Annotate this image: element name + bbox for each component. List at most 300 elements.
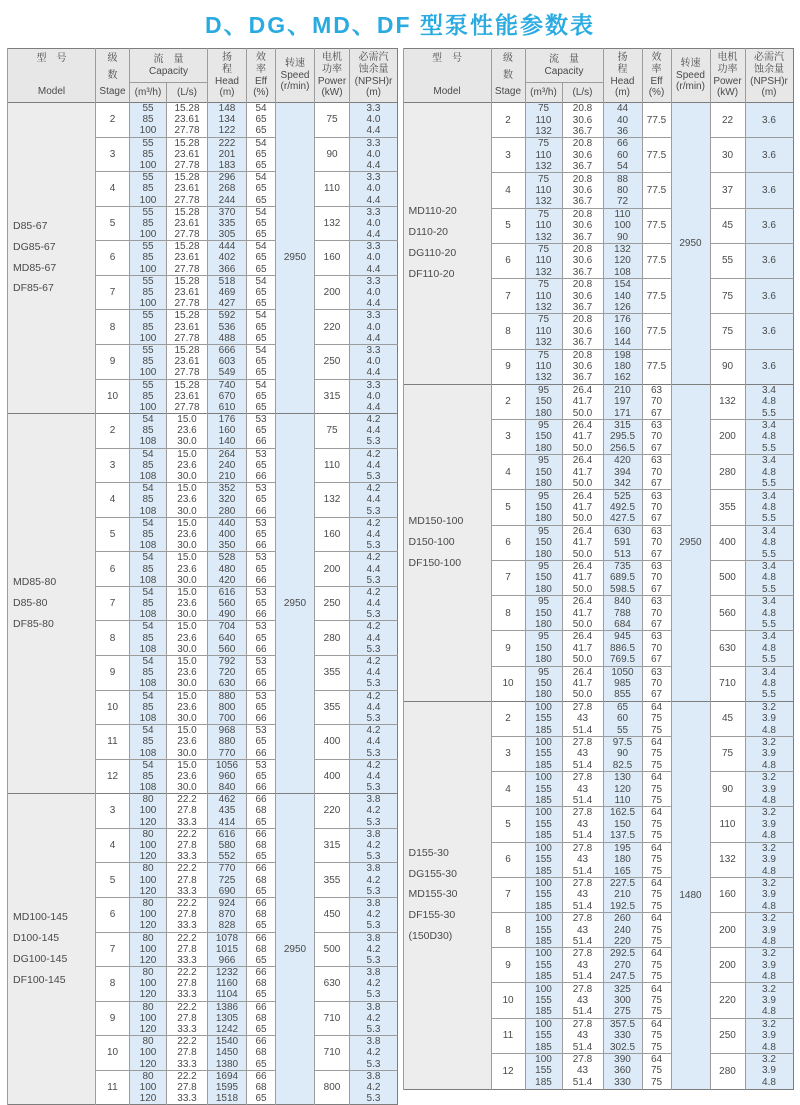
model-cell (8, 103, 96, 414)
capacity-m3h-cell: 180 (525, 654, 562, 666)
capacity-m3h-cell: 180 (525, 619, 562, 631)
head-cell: 97.5 (603, 736, 642, 748)
capacity-m3h-cell: 150 (525, 678, 562, 689)
capacity-ls-cell: 41.7 (562, 572, 603, 583)
power-cell: 90 (710, 772, 745, 807)
npsh-cell: 3.4 (745, 596, 793, 608)
power-cell: 710 (315, 1001, 350, 1036)
head-cell: 197 (603, 396, 642, 407)
pump-table-left-wrap (7, 48, 398, 1105)
capacity-header (130, 49, 208, 83)
capacity-ls-cell: 27.78 (167, 229, 208, 241)
pump-table-right (403, 48, 794, 1090)
capacity-ls-cell: 30.0 (167, 678, 208, 690)
eff-cell: 53 (247, 690, 276, 702)
capacity-m3h-cell: 95 (525, 631, 562, 643)
power-cell: 500 (710, 560, 745, 595)
capacity-m3h-cell: 100 (130, 264, 167, 276)
npsh-cell: 3.9 (745, 784, 793, 795)
npsh-cell: 5.3 (350, 575, 398, 587)
stage-cell: 4 (491, 173, 525, 208)
power-header (710, 49, 745, 103)
head-cell: 90 (603, 748, 642, 759)
capacity-ls-cell: 27.8 (167, 944, 208, 955)
head-cell: 295.5 (603, 431, 642, 442)
head-cell: 357.5 (603, 1018, 642, 1030)
eff-cell: 75 (642, 995, 671, 1006)
capacity-m3h-cell: 95 (525, 596, 562, 608)
capacity-m3h-cell: 108 (130, 644, 167, 656)
capacity-ls-cell: 27.8 (562, 1053, 603, 1065)
npsh-cell: 4.4 (350, 160, 398, 172)
power-cell: 132 (710, 842, 745, 877)
model-name: DF110-20 (408, 267, 455, 280)
speed-cell: 2950 (276, 103, 315, 414)
capacity-m3h-cell: 185 (525, 830, 562, 842)
stage-cell: 9 (491, 948, 525, 983)
capacity-m3h-cell: 85 (130, 633, 167, 644)
stage-cell: 7 (96, 275, 130, 310)
head-cell: 350 (208, 540, 247, 552)
model-name: (150D30) (408, 929, 453, 942)
npsh-cell: 4.0 (350, 356, 398, 367)
capacity-ls-cell: 15.0 (167, 414, 208, 426)
model-name: MD150-100 (408, 515, 464, 528)
npsh-cell: 3.9 (745, 713, 793, 724)
head-cell: 201 (208, 149, 247, 160)
capacity-ls-cell: 15.0 (167, 621, 208, 633)
npsh-cell: 5.3 (350, 782, 398, 794)
capacity-m3h-cell: 100 (130, 1047, 167, 1058)
capacity-ls-cell: 43 (562, 713, 603, 724)
head-cell: 54 (603, 161, 642, 173)
npsh-cell: 5.3 (350, 1093, 398, 1105)
eff-cell: 64 (642, 1018, 671, 1030)
head-cell: 769.5 (603, 654, 642, 666)
head-cell: 800 (208, 702, 247, 713)
npsh-cell: 4.2 (350, 586, 398, 598)
eff-cell: 66 (247, 782, 276, 794)
capacity-ls-cell: 23.6 (167, 564, 208, 575)
capacity-m3h-cell: 100 (130, 978, 167, 989)
capacity-ls-cell: 50.0 (562, 584, 603, 596)
capacity-ls-cell: 15.0 (167, 725, 208, 737)
eff-header (642, 49, 671, 103)
capacity-m3h-cell: 155 (525, 889, 562, 900)
capacity-ls-cell: 27.8 (562, 736, 603, 748)
capacity-ls-cell: 23.61 (167, 218, 208, 229)
npsh-cell: 4.2 (350, 725, 398, 737)
model-name: DF155-30 (408, 909, 456, 922)
eff-cell: 65 (247, 183, 276, 194)
capacity-m3h-cell: 100 (130, 1082, 167, 1093)
npsh-header (745, 49, 793, 103)
eff-cell: 65 (247, 402, 276, 414)
eff-cell: 63 (642, 384, 671, 396)
capacity-m3h-cell: 75 (525, 349, 562, 361)
npsh-cell: 4.8 (745, 795, 793, 807)
capacity-ls-cell: 26.4 (562, 525, 603, 537)
power-cell: 250 (315, 344, 350, 379)
capacity-ls-cell: 30.0 (167, 644, 208, 656)
npsh-cell: 5.5 (745, 548, 793, 560)
capacity-ls-cell: 20.8 (562, 208, 603, 220)
stage-cell: 2 (96, 103, 130, 138)
capacity-m3h-cell: 100 (130, 875, 167, 886)
model-name: DF100-145 (13, 973, 66, 986)
capacity-ls-cell: 43 (562, 889, 603, 900)
capacity-ls-cell: 27.8 (562, 1018, 603, 1030)
model-cell (8, 414, 96, 794)
eff-cell: 68 (247, 978, 276, 989)
capacity-m3h-cell: 108 (130, 678, 167, 690)
head-cell: 144 (603, 337, 642, 349)
npsh-cell: 4.8 (745, 865, 793, 877)
npsh-cell: 5.3 (350, 609, 398, 621)
power-cell: 75 (710, 279, 745, 314)
head-cell: 137.5 (603, 830, 642, 842)
npsh-cell: 5.3 (350, 540, 398, 552)
stage-cell: 6 (491, 243, 525, 278)
eff-cell: 77.5 (642, 314, 671, 349)
capacity-ls-cell: 23.6 (167, 667, 208, 678)
capacity-ls-cell: 26.4 (562, 419, 603, 431)
npsh-cell: 4.4 (350, 564, 398, 575)
capacity-m3h-cell: 132 (525, 126, 562, 138)
capacity-m3h-cell: 132 (525, 337, 562, 349)
power-cell: 250 (710, 1018, 745, 1053)
capacity-m3h-cell: 150 (525, 537, 562, 548)
capacity-ls-cell: 26.4 (562, 631, 603, 643)
npsh-cell: 4.2 (350, 875, 398, 886)
npsh-cell: 4.2 (350, 1047, 398, 1058)
model-cell (403, 384, 491, 701)
npsh-cell: 3.6 (745, 138, 793, 173)
power-cell: 200 (710, 419, 745, 454)
npsh-cell: 5.5 (745, 619, 793, 631)
power-cell: 45 (710, 208, 745, 243)
eff-cell: 65 (247, 460, 276, 471)
head-cell: 402 (208, 252, 247, 263)
capacity-m3h-cell: 155 (525, 924, 562, 935)
capacity-m3h-cell: 80 (130, 932, 167, 944)
head-cell: 1386 (208, 1001, 247, 1013)
head-cell: 689.5 (603, 572, 642, 583)
head-cell: 592 (208, 310, 247, 322)
capacity-m3h-cell: 80 (130, 794, 167, 806)
eff-cell: 65 (247, 633, 276, 644)
npsh-cell: 4.4 (350, 771, 398, 782)
capacity-ls-cell: 26.4 (562, 560, 603, 572)
head-cell: 603 (208, 356, 247, 367)
head-cell: 222 (208, 137, 247, 149)
eff-cell: 67 (642, 478, 671, 490)
eff-cell: 75 (642, 1042, 671, 1054)
stage-cell: 2 (491, 103, 525, 138)
capacity-ls-cell: 15.0 (167, 759, 208, 771)
capacity-m3h-cell: 132 (525, 231, 562, 243)
head-cell: 300 (603, 995, 642, 1006)
stage-cell: 4 (96, 828, 130, 863)
eff-cell: 65 (247, 218, 276, 229)
eff-cell: 67 (642, 654, 671, 666)
eff-cell: 70 (642, 537, 671, 548)
head-cell: 700 (208, 713, 247, 725)
eff-cell: 75 (642, 795, 671, 807)
capacity-m3h-cell: 108 (130, 540, 167, 552)
stage-cell: 12 (96, 759, 130, 794)
npsh-cell: 3.9 (745, 748, 793, 759)
npsh-cell: 3.8 (350, 828, 398, 840)
capacity-ls-cell: 30.6 (562, 255, 603, 266)
eff-cell: 65 (247, 1059, 276, 1071)
eff-cell: 75 (642, 1077, 671, 1090)
model-name: DF85-67 (13, 282, 54, 295)
eff-cell: 64 (642, 842, 671, 854)
capacity-m3h-cell: 100 (130, 125, 167, 137)
head-cell: 1160 (208, 978, 247, 989)
eff-cell: 65 (247, 149, 276, 160)
capacity-m3h-cell: 95 (525, 455, 562, 467)
npsh-cell: 5.5 (745, 443, 793, 455)
pump-table-right-wrap (403, 48, 794, 1090)
eff-cell: 67 (642, 584, 671, 596)
capacity-m3h-cell: 54 (130, 414, 167, 426)
capacity-ls-cell: 22.2 (167, 1036, 208, 1048)
head-cell: 330 (603, 1077, 642, 1090)
stage-cell: 6 (491, 525, 525, 560)
capacity-ls-cell: 30.0 (167, 436, 208, 448)
capacity-ls-cell: 20.8 (562, 279, 603, 291)
eff-cell: 68 (247, 944, 276, 955)
eff-cell: 65 (247, 529, 276, 540)
capacity-m3h-cell: 54 (130, 517, 167, 529)
capacity-ls-cell: 43 (562, 924, 603, 935)
capacity-ls-cell: 15.28 (167, 241, 208, 253)
power-cell: 400 (315, 759, 350, 794)
power-cell: 132 (315, 206, 350, 241)
npsh-cell: 3.4 (745, 419, 793, 431)
speed-header (276, 49, 315, 103)
capacity-m3h-cell: 75 (525, 279, 562, 291)
capacity-m3h-cell: 54 (130, 586, 167, 598)
head-cell: 264 (208, 448, 247, 460)
stage-cell: 12 (491, 1053, 525, 1089)
capacity-ls-cell: 36.7 (562, 161, 603, 173)
capacity-m3h-cell: 55 (130, 241, 167, 253)
eff-cell: 66 (247, 1070, 276, 1082)
capacity-ls-cell: 27.8 (167, 909, 208, 920)
eff-cell: 66 (247, 897, 276, 909)
power-cell: 315 (315, 828, 350, 863)
npsh-cell: 3.8 (350, 1070, 398, 1082)
power-cell: 132 (710, 384, 745, 419)
npsh-cell: 5.5 (745, 478, 793, 490)
capacity-ls-cell: 30.6 (562, 361, 603, 372)
eff-cell: 65 (247, 322, 276, 333)
head-cell: 162 (603, 372, 642, 384)
npsh-cell: 3.6 (745, 314, 793, 349)
eff-cell: 77.5 (642, 103, 671, 138)
npsh-cell: 4.4 (350, 667, 398, 678)
capacity-ls-cell: 50.0 (562, 654, 603, 666)
capacity-ls-cell: 33.3 (167, 920, 208, 932)
eff-cell: 63 (642, 525, 671, 537)
capacity-ls-cell: 43 (562, 819, 603, 830)
power-cell: 315 (315, 379, 350, 414)
eff-cell: 65 (247, 356, 276, 367)
model-name: DG155-30 (408, 867, 457, 880)
head-cell: 469 (208, 287, 247, 298)
capacity-ls-cell: 22.2 (167, 828, 208, 840)
eff-cell: 66 (247, 863, 276, 875)
stage-cell: 3 (491, 736, 525, 771)
head-cell: 985 (603, 678, 642, 689)
capacity-m3h-cell: 120 (130, 989, 167, 1001)
model-name: DF85-80 (13, 617, 54, 630)
head-cell: 120 (603, 784, 642, 795)
npsh-cell: 4.2 (350, 759, 398, 771)
capacity-m3h-cell: 120 (130, 886, 167, 898)
stage-cell: 6 (96, 897, 130, 932)
head-cell: 176 (208, 414, 247, 426)
eff-cell: 68 (247, 909, 276, 920)
head-cell: 880 (208, 690, 247, 702)
capacity-ls-cell: 43 (562, 1030, 603, 1041)
page-title: D、DG、MD、DF 型泵性能参数表 (205, 12, 595, 38)
npsh-cell: 3.3 (350, 310, 398, 322)
head-cell: 150 (603, 819, 642, 830)
model-name: D110-20 (408, 226, 448, 239)
head-cell: 305 (208, 229, 247, 241)
capacity-m3h-cell: 132 (525, 196, 562, 208)
capacity-ls-cell: 30.6 (562, 150, 603, 161)
npsh-cell: 5.3 (350, 955, 398, 967)
capacity-m3h-cell: 150 (525, 607, 562, 618)
capacity-m3h-cell: 150 (525, 572, 562, 583)
eff-cell: 66 (247, 644, 276, 656)
power-cell: 355 (315, 656, 350, 691)
power-cell: 630 (315, 967, 350, 1002)
capacity-m3h-cell: 132 (525, 302, 562, 314)
eff-cell: 54 (247, 137, 276, 149)
npsh-cell: 4.0 (350, 149, 398, 160)
capacity-m3h-cell: 180 (525, 689, 562, 701)
stage-cell: 4 (491, 772, 525, 807)
eff-cell: 54 (247, 206, 276, 218)
npsh-cell: 3.3 (350, 137, 398, 149)
capacity-ls-cell: 51.4 (562, 901, 603, 913)
capacity-ls-cell: 15.0 (167, 448, 208, 460)
head-cell: 880 (208, 736, 247, 747)
eff-cell: 66 (247, 713, 276, 725)
npsh-cell: 4.8 (745, 901, 793, 913)
npsh-cell: 4.2 (350, 944, 398, 955)
capacity-ls-cell: 22.2 (167, 1070, 208, 1082)
capacity-ls-cell: 43 (562, 748, 603, 759)
npsh-cell: 4.8 (745, 607, 793, 618)
head-cell: 108 (603, 267, 642, 279)
npsh-cell: 4.4 (350, 264, 398, 276)
capacity-m3h-cell: 132 (525, 161, 562, 173)
stage-cell: 10 (491, 666, 525, 701)
npsh-cell: 4.4 (350, 633, 398, 644)
head-header-text: 扬 程 Head (m) (215, 51, 239, 99)
eff-cell: 67 (642, 619, 671, 631)
npsh-cell: 3.2 (745, 807, 793, 819)
capacity-m3h-unit: (m³/h) (525, 83, 562, 103)
head-cell: 740 (208, 379, 247, 391)
capacity-ls-cell: 20.8 (562, 349, 603, 361)
capacity-ls-cell: 33.3 (167, 851, 208, 863)
capacity-ls-cell: 27.8 (167, 1082, 208, 1093)
capacity-m3h-cell: 85 (130, 771, 167, 782)
power-cell: 450 (315, 897, 350, 932)
capacity-m3h-cell: 185 (525, 936, 562, 948)
head-cell: 55 (603, 725, 642, 737)
eff-cell: 63 (642, 666, 671, 678)
npsh-cell: 5.3 (350, 748, 398, 760)
eff-cell: 66 (247, 828, 276, 840)
capacity-m3h-cell: 95 (525, 490, 562, 502)
eff-cell: 70 (642, 467, 671, 478)
capacity-ls-cell: 51.4 (562, 830, 603, 842)
table-row (403, 103, 793, 115)
capacity-ls-cell: 41.7 (562, 467, 603, 478)
eff-cell: 65 (247, 425, 276, 436)
head-cell: 65 (603, 701, 642, 713)
pump-table-left (7, 48, 398, 1105)
head-cell: 770 (208, 748, 247, 760)
eff-cell: 65 (247, 702, 276, 713)
model-header (8, 49, 96, 103)
npsh-cell: 4.8 (745, 725, 793, 737)
power-cell: 560 (710, 596, 745, 631)
head-cell: 280 (208, 506, 247, 518)
npsh-cell: 4.2 (350, 517, 398, 529)
head-cell: 610 (208, 402, 247, 414)
head-cell: 855 (603, 689, 642, 701)
stage-cell: 4 (96, 172, 130, 207)
capacity-m3h-cell: 85 (130, 391, 167, 402)
stage-cell: 9 (491, 631, 525, 666)
capacity-m3h-cell: 108 (130, 575, 167, 587)
head-cell: 140 (208, 436, 247, 448)
capacity-ls-cell: 36.7 (562, 302, 603, 314)
capacity-m3h-unit: (m³/h) (130, 83, 167, 103)
capacity-m3h-cell: 100 (525, 772, 562, 784)
capacity-header-text: 流 量 Capacity (149, 53, 188, 77)
power-cell: 37 (710, 173, 745, 208)
power-cell: 710 (710, 666, 745, 701)
capacity-ls-cell: 27.8 (562, 807, 603, 819)
capacity-m3h-cell: 100 (130, 805, 167, 816)
head-cell: 171 (603, 408, 642, 420)
power-cell: 160 (710, 877, 745, 912)
capacity-m3h-cell: 110 (525, 326, 562, 337)
head-cell: 427 (208, 298, 247, 310)
capacity-m3h-cell: 54 (130, 656, 167, 668)
head-cell: 630 (208, 678, 247, 690)
npsh-cell: 3.2 (745, 772, 793, 784)
head-cell: 945 (603, 631, 642, 643)
capacity-m3h-cell: 100 (130, 840, 167, 851)
capacity-m3h-cell: 185 (525, 971, 562, 983)
eff-cell: 75 (642, 924, 671, 935)
capacity-ls-cell: 36.7 (562, 231, 603, 243)
capacity-ls-cell: 23.61 (167, 322, 208, 333)
eff-cell: 65 (247, 298, 276, 310)
